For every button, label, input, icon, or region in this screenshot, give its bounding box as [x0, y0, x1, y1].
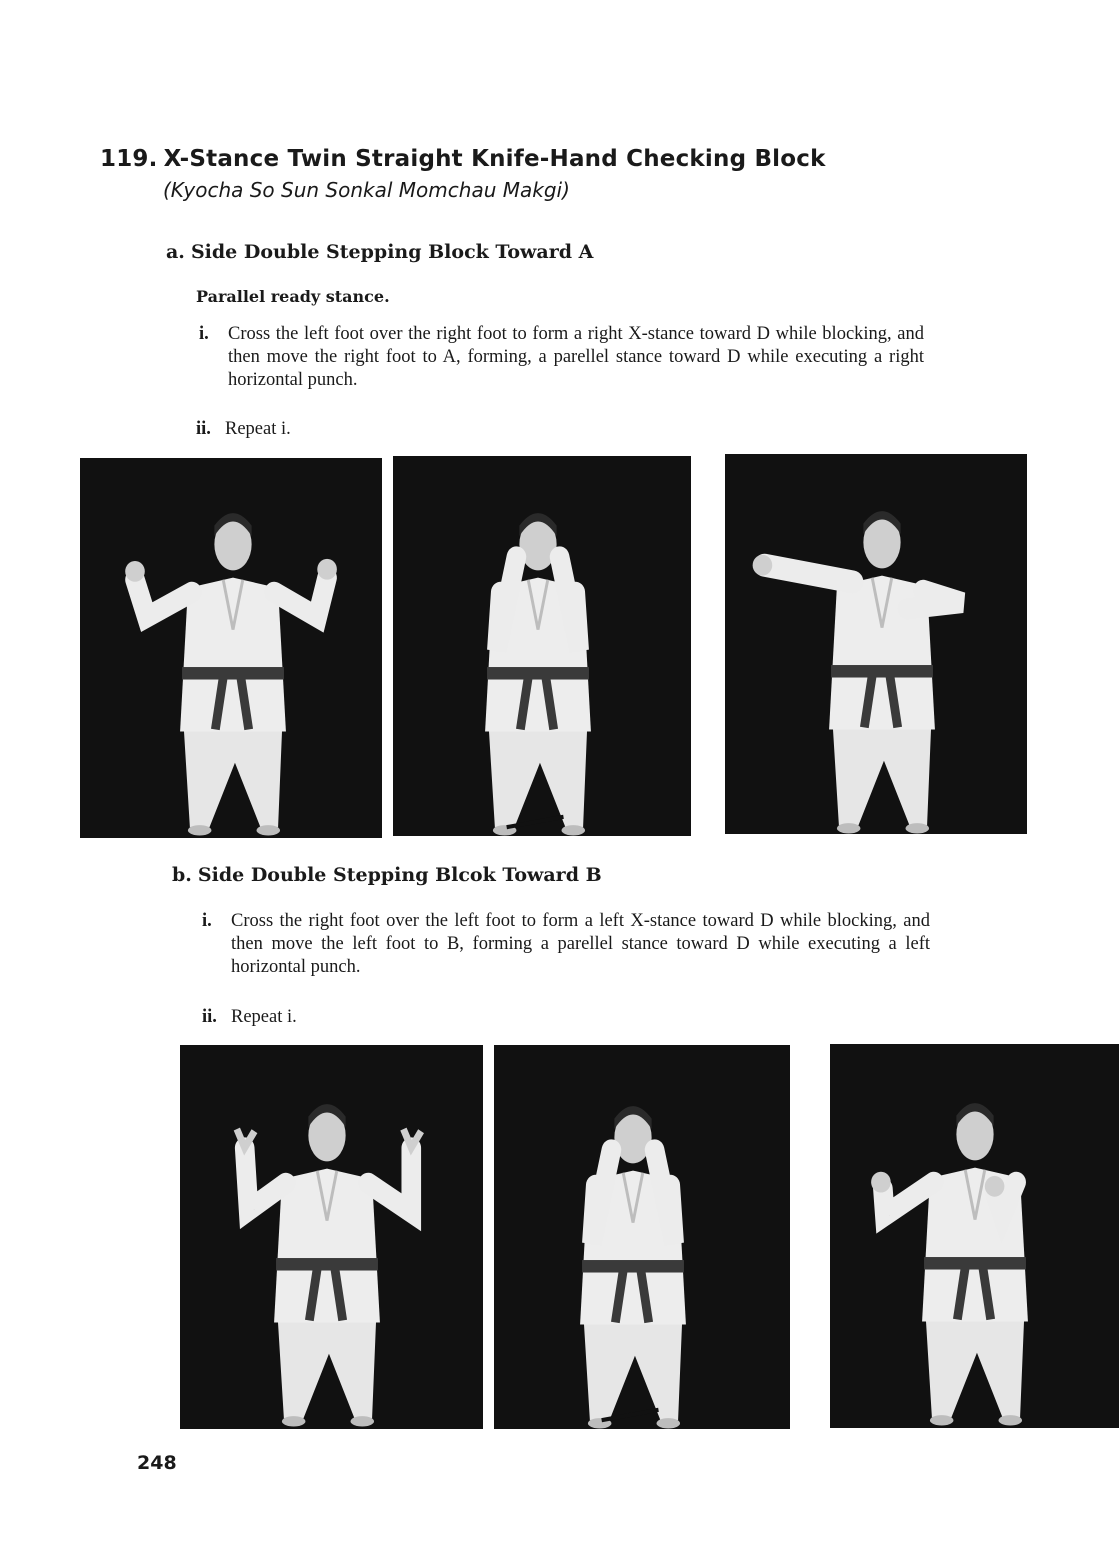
photo-figure [830, 1044, 1119, 1428]
section-b-heading [172, 864, 602, 886]
technique-korean-name: (Kyocha So Sun Sonkal Momchau Makgi) [163, 178, 570, 202]
technique-number: 119. [100, 146, 158, 172]
step-marker: ii. [202, 1007, 217, 1027]
section-a-photo-2 [393, 456, 691, 836]
section-a-title: Side Double Stepping Block Toward A [190, 241, 594, 263]
photo-figure [180, 1045, 483, 1429]
photo-figure [393, 456, 691, 836]
section-a-heading [166, 241, 593, 263]
step-text: Repeat i. [225, 419, 291, 439]
page-number: 248 [137, 1452, 177, 1474]
step-marker: ii. [196, 419, 211, 439]
photo-figure [80, 458, 382, 838]
section-a-step-2 [196, 418, 596, 441]
technique-name: X-Stance Twin Straight Knife-Hand Checking Block [163, 146, 826, 172]
step-marker: i. [199, 324, 209, 344]
step-text: Cross the right foot over the left foot to form a left X-stance toward D while blocking, and then move the left foot to B, forming a parellel stance toward D while executing a left horizontal punch. [231, 911, 930, 977]
section-b-title: Side Double Stepping Blcok Toward B [197, 864, 602, 886]
step-text: Repeat i. [231, 1007, 297, 1027]
section-b-photo-2 [494, 1045, 790, 1429]
section-b-photo-1 [180, 1045, 483, 1429]
section-b-letter: b. [172, 864, 192, 886]
ready-stance: Parallel ready stance. [196, 287, 390, 306]
section-a-photo-3 [725, 454, 1027, 834]
step-marker: i. [202, 911, 212, 931]
technique-title [100, 146, 826, 172]
section-b-step-1 [202, 910, 930, 979]
photo-figure [725, 454, 1027, 834]
section-a-letter: a. [166, 241, 185, 263]
section-a-step-1 [199, 323, 924, 392]
section-a-photo-1 [80, 458, 382, 838]
step-text: Cross the left foot over the right foot to form a right X-stance toward D while blocking, and then move the right foot to A, forming, a parellel stance toward D while executing a right horizontal punch. [228, 324, 924, 390]
section-b-photo-3 [830, 1044, 1119, 1428]
photo-figure [494, 1045, 790, 1429]
section-b-step-2 [202, 1006, 602, 1029]
